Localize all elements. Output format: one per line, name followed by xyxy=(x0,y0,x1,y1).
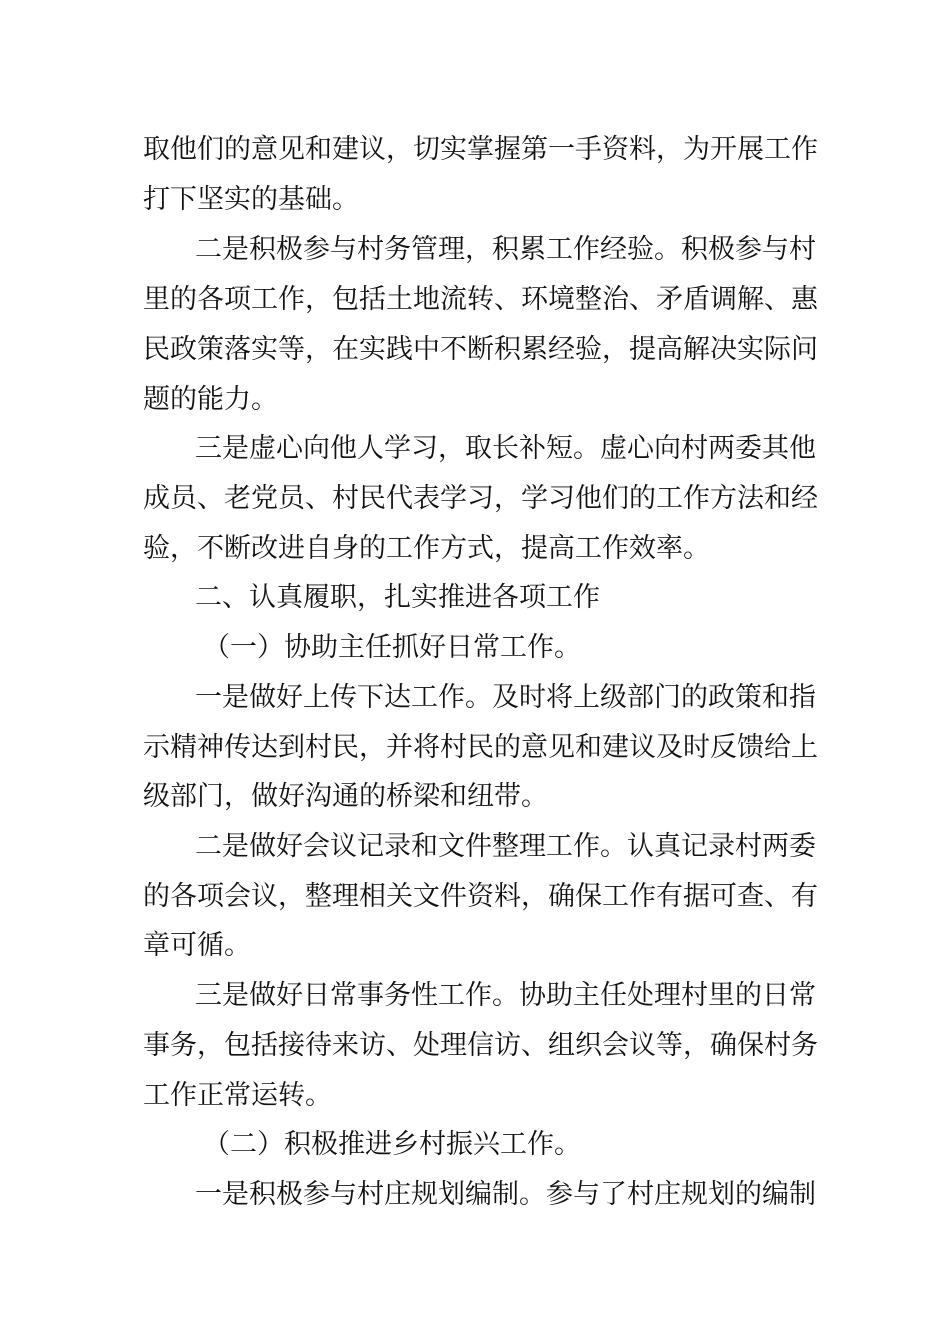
body-text-line: 打下坚实的基础。 xyxy=(143,184,359,215)
paragraph-first-line: 二是做好会议记录和文件整理工作。认真记录村两委 xyxy=(195,831,816,862)
body-text-line: 民政策落实等，在实践中不断积累经验，提高解决实际问 xyxy=(143,334,818,365)
paragraph-first-line: 三是做好日常事务性工作。协助主任处理村里的日常 xyxy=(195,980,816,1011)
body-text-line: 的各项会议，整理相关文件资料，确保工作有据可查、有 xyxy=(143,881,818,912)
body-text-line: 章可循。 xyxy=(143,930,251,961)
paragraph-first-line: 一是积极参与村庄规划编制。参与了村庄规划的编制 xyxy=(195,1179,816,1210)
body-text-line: 示精神传达到村民，并将村民的意见和建议及时反馈给上 xyxy=(143,732,818,763)
body-text-line: 取他们的意见和建议，切实掌握第一手资料，为开展工作 xyxy=(143,134,818,165)
body-text-line: 成员、老党员、村民代表学习，学习他们的工作方法和经 xyxy=(143,483,818,514)
section-heading: 二、认真履职，扎实推进各项工作 xyxy=(195,582,600,613)
paragraph-first-line: 二是积极参与村务管理，积累工作经验。积极参与村 xyxy=(195,234,816,265)
body-text-line: 里的各项工作，包括土地流转、环境整治、矛盾调解、惠 xyxy=(143,284,818,315)
paragraph-first-line: 三是虚心向他人学习，取长补短。虚心向村两委其他 xyxy=(195,433,816,464)
paragraph-first-line: 一是做好上传下达工作。及时将上级部门的政策和指 xyxy=(195,682,816,713)
body-text-line: 验，不断改进自身的工作方式，提高工作效率。 xyxy=(143,533,710,564)
body-text-line: 工作正常运转。 xyxy=(143,1080,332,1111)
body-text-line: 题的能力。 xyxy=(143,384,278,415)
body-text-line: 级部门，做好沟通的桥梁和纽带。 xyxy=(143,781,548,812)
body-text-line: 事务，包括接待来访、处理信访、组织会议等，确保村务 xyxy=(143,1030,818,1061)
subsection-heading: （二）积极推进乡村振兴工作。 xyxy=(203,1129,581,1160)
subsection-heading: （一）协助主任抓好日常工作。 xyxy=(203,632,581,663)
